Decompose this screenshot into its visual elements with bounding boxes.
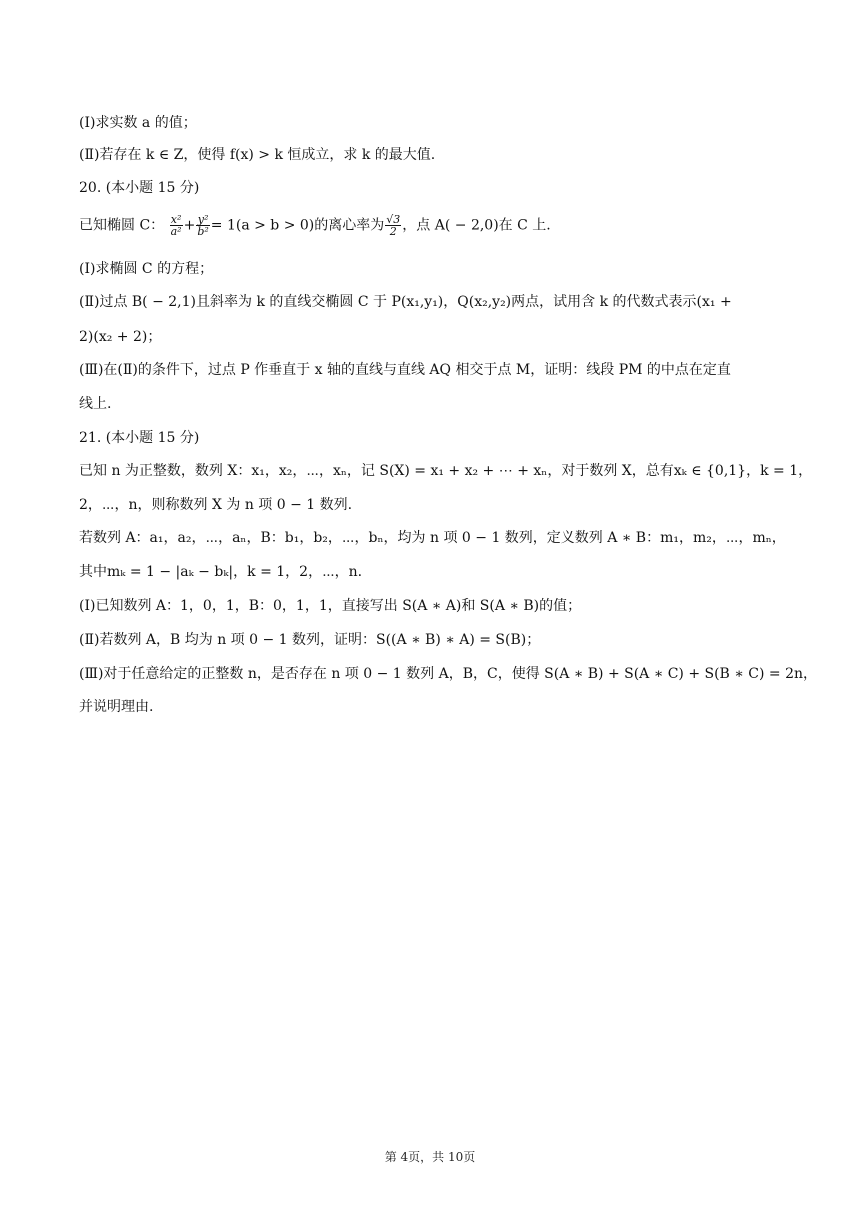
fraction-sqrt3-2	[385, 214, 401, 237]
q20-part2-line1: (Ⅱ)过点 B( − 2,1)且斜率为 k 的直线交椭圆 C 于 P(x₁,y₁)，Q(x₂,y₂)两点，试用含 k 的代数式表示(x₁ +	[79, 294, 732, 310]
fraction-denominator: a²	[170, 225, 182, 238]
fraction-numerator: √3	[386, 213, 401, 226]
q20-stem-a: 已知椭圆 C：	[79, 217, 165, 234]
q21-header: 21. (本小题 15 分)	[79, 430, 200, 446]
plus-sign: +	[183, 217, 196, 234]
q20-part2-line2: 2)(x₂ + 2)；	[79, 329, 162, 345]
q20-header: 20. (本小题 15 分)	[79, 180, 200, 196]
fraction-x2-a2	[170, 214, 183, 237]
q20-stem	[79, 214, 781, 237]
q21-part3-line2: 并说明理由.	[79, 699, 154, 715]
q19-part1: (Ⅰ)求实数 a 的值；	[79, 115, 197, 131]
q21-part1: (Ⅰ)已知数列 A：1，0，1，B：0，1，1，直接写出 S(A ∗ A)和 S(A ∗ B)的值；	[79, 598, 582, 614]
page-footer: 第 4页，共 10页	[384, 1150, 476, 1164]
q20-part3-line2: 线上.	[79, 396, 112, 412]
fraction-numerator: x²	[170, 213, 182, 226]
fraction-y2-b2	[196, 214, 209, 237]
q19-part2: (Ⅱ)若存在 k ∈ Z，使得 f(x) > k 恒成立，求 k 的最大值.	[79, 147, 436, 163]
q20-part1: (Ⅰ)求椭圆 C 的方程；	[79, 261, 214, 277]
fraction-numerator: y²	[197, 213, 209, 226]
q21-def-line2: 其中mₖ = 1 − |aₖ − bₖ|，k = 1，2，⋯，n.	[79, 564, 363, 580]
q21-part2: (Ⅱ)若数列 A，B 均为 n 项 0 − 1 数列，证明：S((A ∗ B) ∗ A) = S(B)；	[79, 632, 541, 648]
q21-part3-line1: (Ⅲ)对于任意给定的正整数 n，是否存在 n 项 0 − 1 数列 A，B，C，使得 S(A ∗ B) + S(A ∗ C) + S(B ∗ C) = 2n，	[79, 666, 817, 682]
q20-stem-c: ，点 A( − 2,0)在 C 上.	[402, 217, 551, 234]
q20-stem-b: = 1(a > b > 0)的离心率为	[210, 217, 385, 234]
q21-stem-line2: 2，⋯，n，则称数列 X 为 n 项 0 − 1 数列.	[79, 497, 353, 513]
fraction-denominator: 2	[389, 225, 397, 238]
q21-stem-line1: 已知 n 为正整数，数列 X：x₁，x₂，⋯，xₙ，记 S(X) = x₁ + x₂ + ⋯ + xₙ，对于数列 X，总有xₖ ∈ {0,1}，k = 1，	[79, 463, 813, 479]
q20-part3-line1: (Ⅲ)在(Ⅱ)的条件下，过点 P 作垂直于 x 轴的直线与直线 AQ 相交于点 M，证明：线段 PM 的中点在定直	[79, 362, 731, 378]
q21-def-line1: 若数列 A：a₁，a₂，⋯，aₙ，B：b₁，b₂，⋯，bₙ，均为 n 项 0 − 1 数列，定义数列 A ∗ B：m₁，m₂，⋯，mₙ，	[79, 530, 786, 546]
fraction-denominator: b²	[197, 225, 209, 238]
